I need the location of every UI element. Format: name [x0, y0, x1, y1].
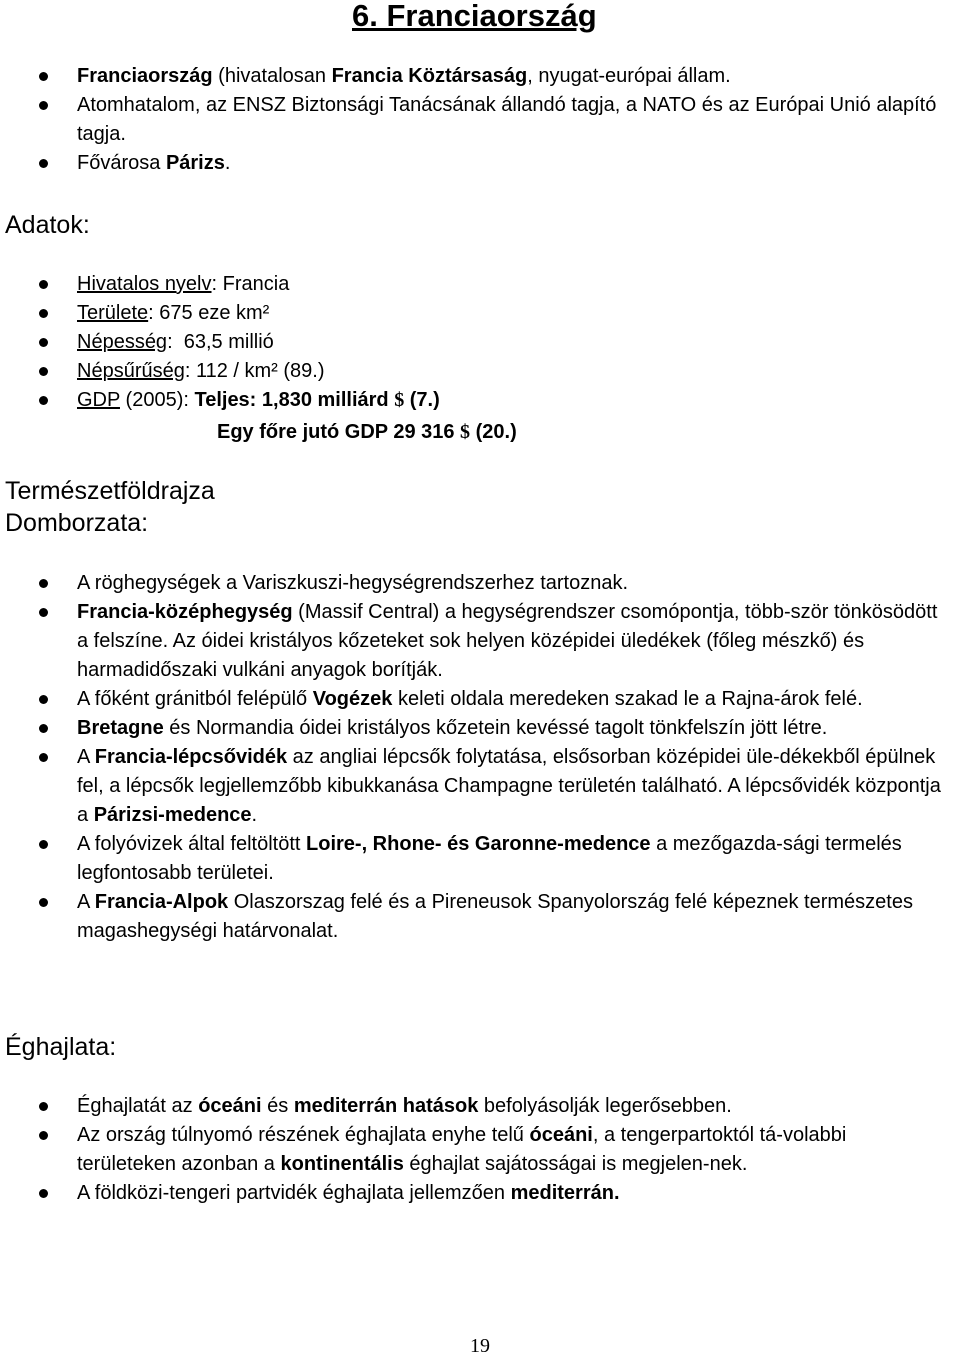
bullet-icon	[39, 753, 48, 762]
text: A	[77, 891, 95, 913]
text: , a tengerpartoktól tá-volabbi területeken azonban a	[77, 1124, 847, 1175]
highlight: Francia-lépcsővidék	[94, 746, 288, 768]
data-label: Hivatalos nyelv	[77, 273, 212, 295]
bullet-icon	[39, 1131, 48, 1140]
list-item	[0, 386, 947, 415]
highlight: Bretagne	[77, 717, 164, 739]
gdp-total-rank: (7.)	[404, 389, 440, 411]
bullet-icon	[39, 280, 48, 289]
list-item	[0, 685, 947, 714]
bullet-icon	[39, 695, 48, 704]
country-name: Franciaország	[77, 65, 213, 87]
highlight: Francia-Alpok	[94, 891, 229, 913]
highlight: mediterrán.	[510, 1182, 620, 1204]
list-item	[0, 714, 947, 743]
highlight: óceáni	[529, 1124, 593, 1146]
list-item	[0, 1179, 947, 1208]
text: az angliai lépcsők folytatása, elsősorban középidei üle-dékekből épülnek fel, a lépcsők legjellemzőbb kibukkanása Champagne területén található. A lépcsővidék központja a	[77, 746, 941, 826]
bullet-icon	[39, 724, 48, 733]
text: :	[148, 302, 154, 324]
list-item	[0, 1092, 947, 1121]
data-value: 675 eze km²	[153, 302, 270, 324]
list-item	[0, 830, 947, 888]
relief-list	[0, 569, 960, 946]
gdp-total: Teljes: 1,830 milliárd	[194, 389, 395, 411]
highlight: Párizsi-medence	[93, 804, 252, 826]
list-item	[0, 299, 947, 328]
intro-list	[0, 62, 960, 178]
text: A főként gránitból felépülő	[77, 688, 313, 710]
highlight: mediterrán hatások	[293, 1095, 479, 1117]
section-heading-termeszet: Természetföldrajza	[5, 477, 215, 505]
section-heading-domborzat: Domborzata:	[5, 509, 149, 537]
section-heading-adatok: Adatok:	[5, 211, 90, 239]
data-label: Népesség	[77, 331, 168, 353]
bullet-icon	[39, 1189, 48, 1198]
official-name: Francia Köztársaság	[331, 65, 528, 87]
text: Olaszorszag felé és a Pireneusok Spanyolország felé képeznek természetes magashegységi határvonalat.	[77, 891, 913, 942]
bullet-icon	[39, 309, 48, 318]
text: Atomhatalom, az ENSZ Biztonsági Tanácsának állandó tagja, a NATO és az Európai Unió alapító tagja.	[77, 94, 937, 145]
bullet-icon	[39, 840, 48, 849]
highlight: Loire-, Rhone- és Garonne-medence	[306, 833, 651, 855]
climate-list	[0, 1092, 960, 1208]
data-value: Francia	[217, 273, 290, 295]
list-item	[0, 1121, 947, 1179]
text: , nyugat-európai állam.	[527, 65, 731, 87]
list-item	[0, 149, 947, 178]
list-item	[0, 62, 947, 91]
highlight: Francia-középhegység	[77, 601, 293, 623]
bullet-icon	[39, 338, 48, 347]
section-heading-eghajlat: Éghajlata:	[5, 1033, 117, 1061]
text: (hivatalosan	[212, 65, 332, 87]
text: A folyóvizek által feltöltött	[77, 833, 307, 855]
page-number: 19	[470, 1335, 490, 1357]
bullet-icon	[39, 608, 48, 617]
bullet-icon	[39, 159, 48, 168]
highlight: kontinentális	[280, 1153, 404, 1175]
bullet-icon	[39, 396, 48, 405]
text: és Normandia óidei kristályos kőzetein kevéssé tagolt tönkfelszín jött létre.	[163, 717, 828, 739]
gdp-per-capita-value: Egy főre jutó GDP 29 316	[217, 421, 461, 443]
list-item	[0, 598, 947, 685]
list-item	[0, 328, 947, 357]
dollar-icon: $	[460, 421, 471, 443]
bullet-icon	[39, 72, 48, 81]
text: befolyásolják legerősebben.	[478, 1095, 732, 1117]
dollar-icon: $	[394, 389, 405, 411]
text: .	[224, 152, 231, 174]
list-item	[0, 569, 947, 598]
bullet-icon	[39, 367, 48, 376]
highlight: óceáni	[198, 1095, 262, 1117]
text: A röghegységek a Variszkuszi-hegységrendszerhez tartoznak.	[77, 572, 629, 594]
text: (Massif Central) a hegységrendszer csomópontja, több-ször tönkösödött a felszíne. Az óidei kristályos kőzeteket sok helyen középidei üledékek (főleg mészkő) és harmadidőszaki vulkáni anyagok borítják.	[77, 601, 938, 681]
data-list	[0, 270, 960, 415]
list-item	[0, 91, 947, 149]
list-item	[0, 270, 947, 299]
text: :	[211, 273, 218, 295]
capital-name: Párizs	[165, 152, 225, 174]
gdp-per-capita	[217, 418, 517, 447]
text: :	[184, 360, 191, 382]
data-value: 63,5 millió	[172, 331, 274, 353]
text: A földközi-tengeri partvidék éghajlata jellemzően	[77, 1182, 511, 1204]
bullet-icon	[39, 579, 48, 588]
text: (2005):	[119, 389, 195, 411]
list-item	[0, 743, 947, 830]
text: keleti oldala meredeken szakad le a Rajna-árok felé.	[392, 688, 863, 710]
text: .	[251, 804, 258, 826]
list-item	[0, 357, 947, 386]
data-value: 112 / km² (89.)	[190, 360, 325, 382]
page-title: 6. Franciaország	[352, 0, 597, 33]
data-label: Területe	[77, 302, 149, 324]
data-label: Népsűrűség	[77, 360, 185, 382]
text: :	[167, 331, 173, 353]
list-item	[0, 888, 947, 946]
text: Az ország túlnyomó részének éghajlata enyhe telű	[77, 1124, 530, 1146]
text: és	[261, 1095, 294, 1117]
text: éghajlat sajátosságai is megjelen-nek.	[403, 1153, 748, 1175]
highlight: Vogézek	[312, 688, 393, 710]
text: a mezőgazda-sági termelés legfontosabb területei.	[77, 833, 902, 884]
bullet-icon	[39, 1102, 48, 1111]
text: Fővárosa	[77, 152, 166, 174]
text: A	[77, 746, 95, 768]
gdp-per-capita-rank: (20.)	[470, 421, 517, 443]
bullet-icon	[39, 101, 48, 110]
data-label: GDP	[77, 389, 120, 411]
text: Éghajlatát az	[77, 1095, 199, 1117]
bullet-icon	[39, 898, 48, 907]
